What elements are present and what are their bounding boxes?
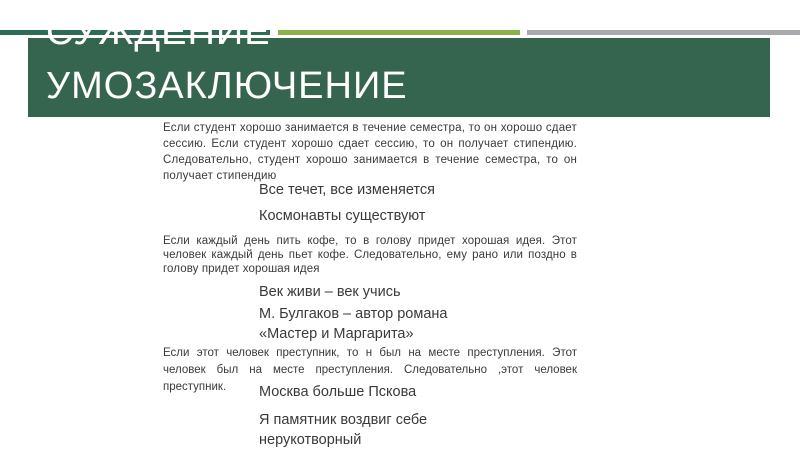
- title-band: [28, 11, 770, 117]
- slide-title-line2: УМОЗАКЛЮЧЕНИЕ: [46, 65, 408, 107]
- statement-4-line2: «Мастер и Маргарита»: [259, 326, 414, 342]
- accent-bar-gray: [527, 30, 800, 35]
- statement-4-line1: М. Булгаков – автор романа: [259, 306, 448, 322]
- syllogism-1: Если студент хорошо занимается в течение семестра, то он хорошо сдает сессию. Если студент хорошо сдает сессию, то он получает стипендию. Следовательно, студент хорошо занимается в течение семестра, то он получает стипендию: [163, 122, 577, 182]
- statement-5: Москва больше Пскова: [259, 384, 417, 400]
- statement-6-line1: Я памятник воздвиг себе: [259, 412, 428, 428]
- statement-2: Космонавты существуют: [259, 208, 426, 224]
- statement-1: Все течет, все изменяется: [259, 182, 435, 198]
- slide-title-line1: СУЖДЕНИЕ: [46, 11, 271, 53]
- syllogism-3: Если этот человек преступник, то н был на месте преступления. Этот человек был на месте преступления. Следовательно ,этот человек преступник.: [163, 347, 577, 393]
- statement-3: Век живи – век учись: [259, 284, 401, 300]
- syllogism-2: Если каждый день пить кофе, то в голову придет хорошая идея. Этот человек каждый день пьет кофе. Следовательно, ему рано или поздно в голову придет хорошая идея: [163, 235, 577, 275]
- accent-bar-green: [278, 30, 520, 35]
- statement-6-line2: нерукотворный: [259, 432, 362, 448]
